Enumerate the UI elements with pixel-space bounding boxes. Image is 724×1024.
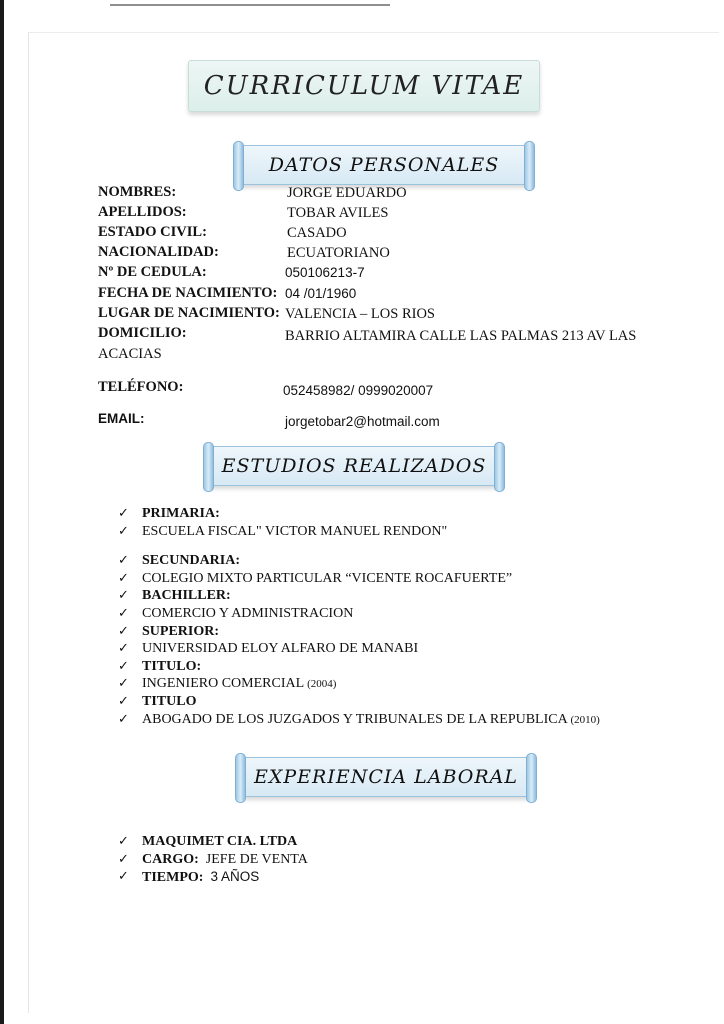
value-nacionalidad: ECUATORIANO <box>287 245 390 261</box>
scroll-cap-left <box>235 753 246 803</box>
list-item: ✓ ABOGADO DE LOS JUZGADOS Y TRIBUNALES DE LA REPUBLICA (2010) <box>118 711 600 727</box>
value-nombres: JORGE EDUARDO <box>287 185 407 201</box>
checkmark-icon: ✓ <box>118 676 129 692</box>
scroll-cap-left <box>203 442 214 492</box>
checkmark-icon: ✓ <box>118 623 129 639</box>
checkmark-icon: ✓ <box>118 851 129 867</box>
list-item: ✓ UNIVERSIDAD ELOY ALFARO DE MANABI <box>118 641 419 657</box>
section-title-studies: ESTUDIOS REALIZADOS <box>221 455 487 477</box>
checkmark-icon: ✓ <box>118 570 129 586</box>
list-item: ✓ TIEMPO: 3 AÑOS <box>118 869 260 886</box>
value-fecha-nacimiento: 04 /01/1960 <box>285 286 357 301</box>
value-domicilio: BARRIO ALTAMIRA CALLE LAS PALMAS 213 AV LAS <box>285 328 637 344</box>
list-item: ✓ ESCUELA FISCAL" VICTOR MANUEL RENDON" <box>118 523 448 539</box>
list-item: ✓ COMERCIO Y ADMINISTRACION <box>118 605 354 621</box>
value-domicilio-cont: ACACIAS <box>98 346 162 362</box>
checkmark-icon: ✓ <box>118 588 129 604</box>
checkmark-icon: ✓ <box>118 869 129 885</box>
label-estado-civil: ESTADO CIVIL: <box>98 224 207 240</box>
value-apellidos: TOBAR AVILES <box>287 205 389 221</box>
list-item: ✓ BACHILLER: <box>118 588 231 604</box>
section-title-experience: EXPERIENCIA LABORAL <box>253 766 519 788</box>
label-telefono: TELÉFONO: <box>98 379 184 395</box>
label-nacionalidad: NACIONALIDAD: <box>98 244 219 260</box>
label-domicilio: DOMICILIO: <box>98 325 187 341</box>
section-title-personal: DATOS PERSONALES <box>268 154 500 176</box>
section-banner-experience <box>240 757 532 797</box>
checkmark-icon: ✓ <box>118 693 129 709</box>
checkmark-icon: ✓ <box>118 658 129 674</box>
section-banner-personal <box>238 145 530 185</box>
scroll-cap-right <box>524 141 535 191</box>
checkmark-icon: ✓ <box>118 641 129 657</box>
studies-list <box>118 505 600 728</box>
checkmark-icon: ✓ <box>118 553 129 569</box>
document-title: CURRICULUM VITAE <box>203 71 525 101</box>
checkmark-icon: ✓ <box>118 834 129 849</box>
list-item: ✓ COLEGIO MIXTO PARTICULAR “VICENTE ROCAFUERTE” <box>118 570 513 586</box>
value-telefono: 052458982/ 0999020007 <box>283 383 434 398</box>
value-email: jorgetobar2@hotmail.com <box>285 414 440 429</box>
label-cedula: Nº DE CEDULA: <box>98 264 207 280</box>
value-estado-civil: CASADO <box>287 225 347 241</box>
value-cedula: 050106213-7 <box>285 265 365 280</box>
list-item: ✓ CARGO: JEFE DE VENTA <box>118 851 308 867</box>
scroll-cap-left <box>233 141 244 191</box>
label-apellidos: APELLIDOS: <box>98 204 187 220</box>
label-email: EMAIL: <box>98 411 145 426</box>
checkmark-icon: ✓ <box>118 605 129 621</box>
scroll-cap-right <box>494 442 505 492</box>
scan-edge-left <box>0 0 4 1024</box>
checkmark-icon: ✓ <box>118 523 129 539</box>
list-item: ✓ INGENIERO COMERCIAL (2004) <box>118 676 337 692</box>
label-lugar-nacimiento: LUGAR DE NACIMIENTO: <box>98 305 280 321</box>
list-item: ✓ SUPERIOR: <box>118 623 220 639</box>
checkmark-icon: ✓ <box>118 711 129 727</box>
value-lugar-nacimiento: VALENCIA – LOS RIOS <box>285 306 435 322</box>
list-item: ✓ TITULO <box>118 693 197 709</box>
label-nombres: NOMBRES: <box>98 184 177 200</box>
experience-list <box>118 833 308 886</box>
label-fecha-nacimiento: FECHA DE NACIMIENTO: <box>98 285 278 301</box>
list-item: ✓ TITULO: <box>118 658 202 674</box>
scroll-cap-right <box>526 753 537 803</box>
scan-edge-top <box>110 4 390 6</box>
title-banner <box>188 60 540 112</box>
list-item: ✓ SECUNDARIA: <box>118 553 241 569</box>
list-item: ✓ PRIMARIA: <box>118 506 220 521</box>
checkmark-icon: ✓ <box>118 506 129 521</box>
list-item: ✓ MAQUIMET CIA. LTDA <box>118 834 298 849</box>
section-banner-studies <box>208 446 500 486</box>
